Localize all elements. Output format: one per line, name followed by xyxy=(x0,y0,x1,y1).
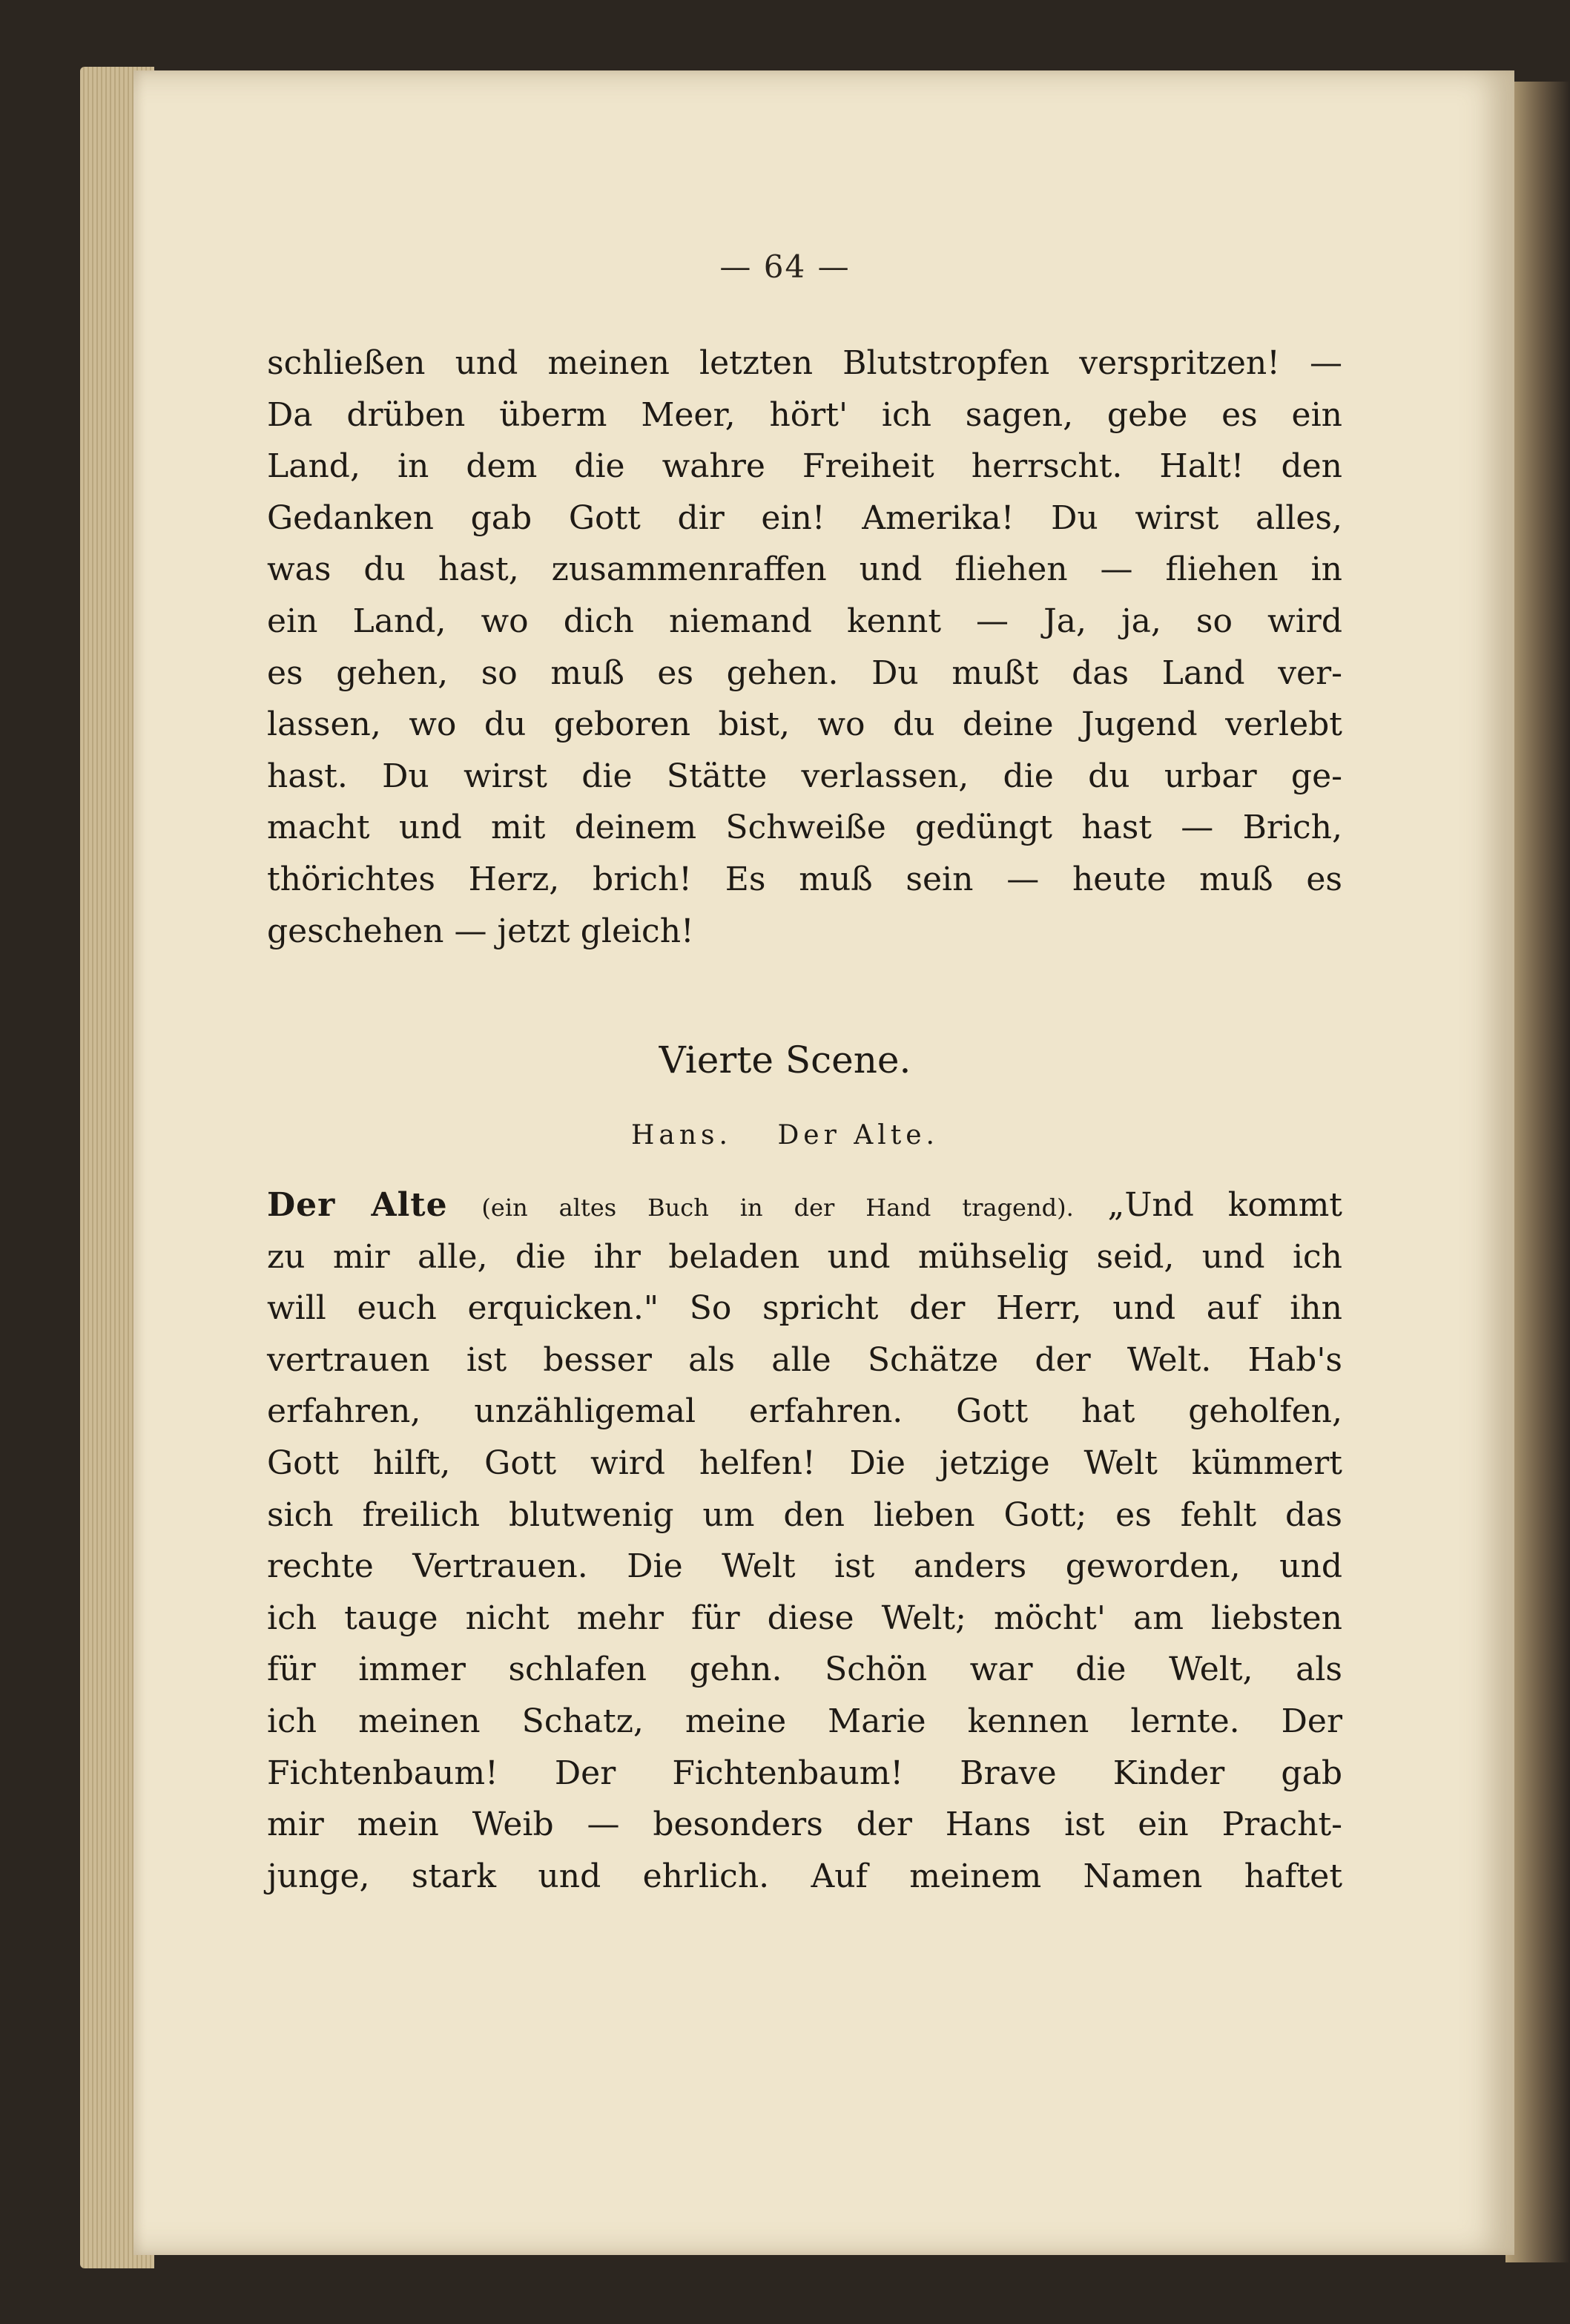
stage-direction: (ein altes Buch in der Hand tragend). xyxy=(481,1194,1074,1222)
text-line: schließen und meinen letzten Blutstropfen verspritzen! — xyxy=(267,344,1342,382)
text-line: will euch erquicken." So spricht der Herr, und auf ihn xyxy=(267,1289,1342,1328)
character-name: Der Alte. xyxy=(777,1120,939,1151)
text-line: mir mein Weib — besonders der Hans ist ein Pracht- xyxy=(267,1805,1342,1844)
text-line: ich tauge nicht mehr für diese Welt; möcht' am liebsten xyxy=(267,1599,1342,1637)
text-line: es gehen, so muß es gehen. Du mußt das Land ver- xyxy=(267,654,1342,692)
text-line: Da drüben überm Meer, hört' ich sagen, gebe es ein xyxy=(267,395,1342,434)
text-line: was du hast, zusammenraffen und fliehen — fliehen in xyxy=(267,550,1342,589)
text-line: lassen, wo du geboren bist, wo du deine Jugend verlebt xyxy=(267,705,1342,744)
speaker-name: Der Alte xyxy=(267,1186,448,1224)
text-line: junge, stark und ehrlich. Auf meinem Namen haftet xyxy=(267,1857,1342,1895)
text-line: thörichtes Herz, brich! Es muß sein — heute muß es xyxy=(267,860,1342,898)
speech-first-line xyxy=(267,1179,1342,1231)
text-line: ich meinen Schatz, meine Marie kennen lernte. Der xyxy=(267,1702,1342,1740)
page-number: — 64 — xyxy=(719,248,851,285)
text-line: ein Land, wo dich niemand kennt — Ja, ja, so wird xyxy=(267,602,1342,640)
text-line: rechte Vertrauen. Die Welt ist anders geworden, und xyxy=(267,1547,1342,1586)
text-line: vertrauen ist besser als alle Schätze der Welt. Hab's xyxy=(267,1340,1342,1379)
text-line: Gedanken gab Gott dir ein! Amerika! Du wirst alles, xyxy=(267,498,1342,537)
text-line: für immer schlafen gehn. Schön war die Welt, als xyxy=(267,1650,1342,1689)
text-line: erfahren, unzähligemal erfahren. Gott hat geholfen, xyxy=(267,1392,1342,1431)
scene-characters xyxy=(0,1120,1570,1151)
text-line: Fichtenbaum! Der Fichtenbaum! Brave Kinder gab xyxy=(267,1754,1342,1792)
character-name: Hans. xyxy=(631,1120,732,1151)
text-line: macht und mit deinem Schweiße gedüngt hast — Brich, xyxy=(267,809,1342,847)
text-line: zu mir alle, die ihr beladen und mühselig seid, und ich xyxy=(267,1237,1342,1276)
continuation-paragraph xyxy=(267,338,1342,957)
text-line: Land, in dem die wahre Freiheit herrscht. Halt! den xyxy=(267,447,1342,486)
text-line: geschehen — jetzt gleich! xyxy=(267,912,694,950)
scene-title: Vierte Scene. xyxy=(659,1038,911,1082)
text-line: sich freilich blutwenig um den lieben Gott; es fehlt das xyxy=(267,1495,1342,1534)
speech-opening: „Und kommt xyxy=(1107,1186,1342,1224)
book-gutter xyxy=(1505,82,1570,2262)
speech-paragraph xyxy=(267,1179,1342,1902)
text-line: hast. Du wirst die Stätte verlassen, die du urbar ge- xyxy=(267,757,1342,795)
text-line: Gott hilft, Gott wird helfen! Die jetzige Welt kümmert xyxy=(267,1444,1342,1482)
